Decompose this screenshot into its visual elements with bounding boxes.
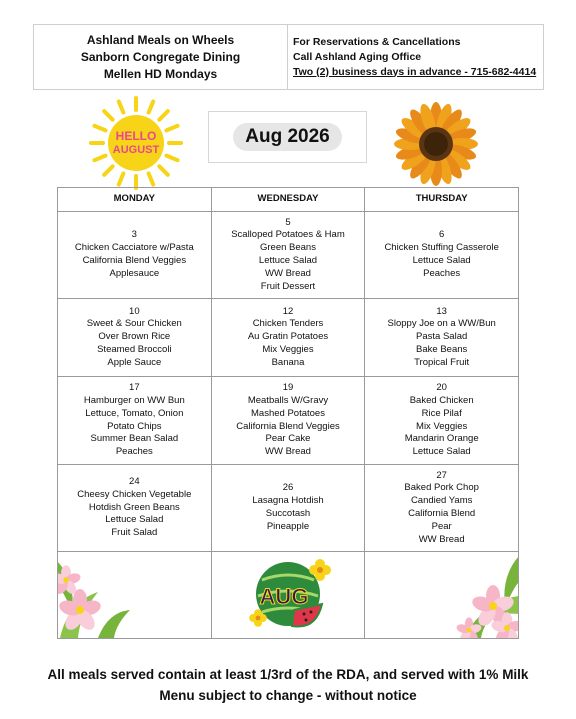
menu-item: Au Gratin Potatoes xyxy=(247,331,329,343)
reservation-line-2: Call Ashland Aging Office xyxy=(293,50,422,63)
menu-day-cell xyxy=(211,299,365,377)
menu-item: California Blend Veggies xyxy=(236,420,340,432)
menu-item: Scalloped Potatoes & Ham xyxy=(231,229,345,241)
plumeria-left-cell xyxy=(58,552,212,639)
menu-week-row xyxy=(58,299,519,377)
menu-item: Mix Veggies xyxy=(262,343,314,355)
menu-item: Sweet & Sour Chicken xyxy=(86,318,182,330)
menu-date: 20 xyxy=(436,382,447,394)
menu-item: Peaches xyxy=(115,446,153,458)
menu-item: Potato Chips xyxy=(107,420,162,432)
decoration-row xyxy=(58,552,519,639)
menu-day-cell xyxy=(365,299,519,377)
month-title-box xyxy=(208,111,367,163)
menu-item: California Blend xyxy=(408,508,476,519)
menu-item: Mashed Potatoes xyxy=(251,407,325,419)
menu-item: Baked Chicken xyxy=(409,394,474,406)
column-header-thursday: THURSDAY xyxy=(365,188,519,212)
menu-item: Tropical Fruit xyxy=(414,356,470,368)
menu-item: Lettuce Salad xyxy=(258,255,318,266)
menu-item: Lettuce Salad xyxy=(105,514,164,526)
reservation-info-block xyxy=(288,25,543,89)
menu-item: Cheesy Chicken Vegetable xyxy=(77,488,192,500)
menu-item: Chicken Cacciatore w/Pasta xyxy=(74,242,194,254)
menu-day-cell xyxy=(58,377,212,465)
menu-item: California Blend Veggies xyxy=(82,255,187,266)
menu-item: Hotdish Green Beans xyxy=(88,501,180,513)
menu-date: 5 xyxy=(285,216,291,228)
menu-item: Banana xyxy=(271,356,305,368)
menu-date: 12 xyxy=(282,305,294,317)
menu-item: Pasta Salad xyxy=(416,331,468,343)
sun-text-august: AUGUST xyxy=(112,144,160,156)
menu-day-cell xyxy=(365,377,519,465)
menu-day-cell xyxy=(365,465,519,552)
menu-item: Peaches xyxy=(423,267,461,279)
menu-item: Over Brown Rice xyxy=(98,331,171,343)
sunflower-icon xyxy=(390,98,482,190)
watermelon-text: AUG xyxy=(259,584,309,609)
plumeria-right-cell xyxy=(365,552,519,639)
sun-text-hello: HELLO xyxy=(115,129,157,143)
menu-item: Applesauce xyxy=(109,267,160,279)
menu-day-cell xyxy=(211,212,365,299)
menu-item: WW Bread xyxy=(265,267,311,279)
menu-item: Rice Pilaf xyxy=(421,407,462,419)
menu-date: 27 xyxy=(436,469,447,481)
menu-item: Meatballs W/Gravy xyxy=(247,394,329,406)
menu-item: Lettuce Salad xyxy=(412,255,471,266)
menu-date: 6 xyxy=(439,229,445,241)
menu-day-cell xyxy=(365,212,519,299)
menu-table xyxy=(57,187,519,639)
menu-date: 10 xyxy=(129,305,140,317)
menu-item: Mix Veggies xyxy=(416,420,468,432)
menu-week-row xyxy=(58,377,519,465)
org-line-2: Sanborn Congregate Dining xyxy=(80,49,241,64)
watermelon-cell xyxy=(211,552,365,639)
menu-day-cell xyxy=(211,465,365,552)
menu-item: Fruit Salad xyxy=(111,527,158,539)
organization-block xyxy=(34,25,288,89)
header-box xyxy=(33,24,544,90)
org-line-1: Ashland Meals on Wheels xyxy=(86,32,235,47)
org-line-3: Mellen HD Mondays xyxy=(103,66,218,81)
menu-item: Sloppy Joe on a WW/Bun xyxy=(387,318,496,330)
menu-date: 24 xyxy=(129,476,140,487)
menu-item: Steamed Broccoli xyxy=(97,343,172,355)
menu-item: Green Beans xyxy=(259,242,316,254)
menu-day-cell xyxy=(58,212,212,299)
menu-week-row xyxy=(58,465,519,552)
menu-date: 17 xyxy=(129,382,140,394)
footer-rda-note: All meals served contain at least 1/3rd of the RDA, and served with 1% Milk xyxy=(47,667,529,682)
menu-item: WW Bread xyxy=(418,533,465,545)
menu-day-cell xyxy=(58,465,212,552)
month-title: Aug 2026 xyxy=(233,123,341,151)
menu-item: Fruit Dessert xyxy=(260,280,316,292)
column-header-monday: MONDAY xyxy=(58,188,212,212)
menu-item: Baked Pork Chop xyxy=(404,482,479,494)
watermelon-aug-icon xyxy=(212,552,365,638)
menu-date: 13 xyxy=(436,305,447,317)
footer-change-note: Menu subject to change - without notice xyxy=(159,688,417,703)
menu-item: Candied Yams xyxy=(410,495,473,507)
menu-item: Hamburger on WW Bun xyxy=(83,394,185,406)
menu-day-cell xyxy=(58,299,212,377)
menu-item: Summer Bean Salad xyxy=(90,433,179,445)
menu-item: Mandarin Orange xyxy=(404,433,479,445)
reservation-line-3: Two (2) business days in advance - 715-682-4414 xyxy=(293,65,537,78)
menu-item: Lettuce Salad xyxy=(412,446,471,458)
hello-august-sun-icon xyxy=(88,95,184,191)
menu-date: 26 xyxy=(282,482,294,494)
menu-item: Lettuce, Tomato, Onion xyxy=(85,407,184,419)
menu-item: Lasagna Hotdish xyxy=(252,495,324,507)
menu-item: WW Bread xyxy=(265,446,311,458)
menu-week-row xyxy=(58,212,519,299)
menu-item: Succotash xyxy=(265,508,311,519)
menu-item: Bake Beans xyxy=(416,343,468,355)
menu-date: 19 xyxy=(282,382,294,394)
plumeria-flowers-right-icon xyxy=(365,552,518,638)
menu-item: Pear Cake xyxy=(265,433,311,445)
menu-item: Pear xyxy=(431,520,452,532)
menu-item: Chicken Stuffing Casserole xyxy=(384,242,499,254)
menu-item: Apple Sauce xyxy=(107,356,162,368)
footer xyxy=(0,664,576,706)
column-header-wednesday: WEDNESDAY xyxy=(211,188,365,212)
menu-date: 3 xyxy=(131,229,137,241)
menu-item: Pineapple xyxy=(266,520,310,532)
plumeria-flowers-left-icon xyxy=(58,552,211,638)
menu-item: Chicken Tenders xyxy=(252,318,324,330)
menu-day-cell xyxy=(211,377,365,465)
reservation-line-1: For Reservations & Cancellations xyxy=(293,35,461,48)
